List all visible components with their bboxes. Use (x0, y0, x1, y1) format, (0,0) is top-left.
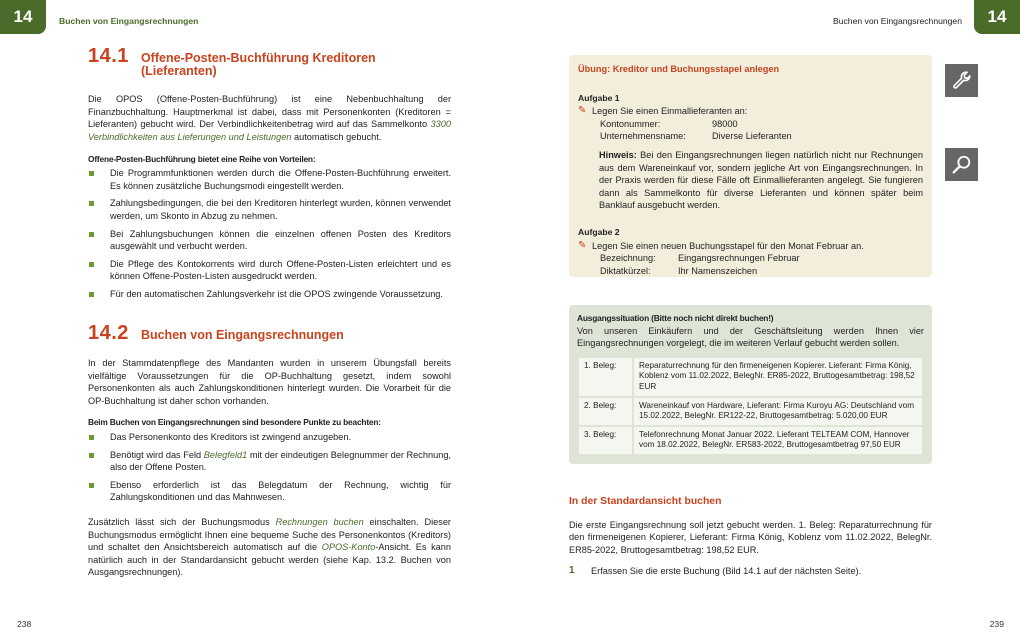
list-item: Die Pflege des Kontokorrents wird durch Offene-Posten-Listen erleichtert und es können Offene-Posten-Listen ausgedruckt werden. (88, 258, 451, 283)
chapter-tab-right: 14 (974, 0, 1020, 34)
section-number: 14.2 (88, 321, 129, 344)
situation-box (569, 305, 932, 464)
situation-title: Ausgangssituation (Bitte noch nicht direkt buchen!) (577, 313, 774, 323)
pencil-icon: ✎ (578, 239, 587, 251)
chapter-tab-left: 14 (0, 0, 46, 34)
right-page-content (569, 55, 932, 578)
table-row: 3. Beleg: Telefonrechnung Monat Januar 2022. Lieferant TELTEAM COM, Hannover vom 18.02.2022, BelegNr. ER583-2022, Bruttogesamtbetrag 97,50 EUR (578, 426, 923, 455)
paragraph-buchungsmodus: Zusätzlich lässt sich der Buchungsmodus Rechnungen buchen einschalten. Dieser Buchungsmodus ermöglicht Ihnen eine bequeme Suche des Personenkontos (Kreditors) und schaltet den Ansichtsbereich automatisch auf die OPOS-Konto-Ansicht. Es kann natürlich auch in der Standardansicht gebucht werden (siehe Kap. 13.2. Buchen von Ausgangsrechnungen). (88, 517, 451, 578)
task-1-field-unternehmen: Unternehmensname: Diverse Lieferanten (600, 131, 792, 142)
standard-view-text: Die erste Eingangsrechnung soll jetzt gebucht werden. 1. Beleg: Reparaturrechnung für den firmeneigenen Kopierer, Lieferant: Firma König, Koblenz vom 11.02.2022, BelegNr. ER85-2022, Bruttogesamtbetrag: 198,52 EUR. (569, 519, 932, 555)
task-2-field-diktat: Diktatkürzel: Ihr Namenszeichen (600, 265, 758, 276)
left-page-content (88, 45, 451, 588)
pencil-icon: ✎ (578, 105, 587, 117)
section-number: 14.1 (88, 45, 129, 67)
square-bullet-icon (89, 453, 94, 458)
step-1 (569, 565, 932, 578)
list-item: Zahlungsbedingungen, die bei den Kreditoren hinterlegt wurden, können verwendet werden, um Skonto in Abzug zu nehmen. (88, 197, 451, 222)
exercise-title: Übung: Kreditor und Buchungsstapel anlegen (578, 64, 780, 74)
running-head-right: Buchen von Eingangsrechnungen (832, 16, 962, 26)
field-link[interactable]: Belegfeld1 (203, 449, 248, 460)
task-2-instruction: ✎ Legen Sie einen neuen Buchungsstapel für den Monat Februar an. (578, 239, 864, 251)
list-item: Die Programmfunktionen werden durch die Offene-Posten-Buchführung erweitert. Es können zusätzliche Buchungsmodi eingestellt werden. (88, 167, 451, 192)
square-bullet-icon (89, 483, 94, 488)
step-number: 1 (569, 565, 575, 577)
section-title: Buchen von Eingangsrechnungen (140, 327, 344, 342)
running-head-left: Buchen von Eingangsrechnungen (59, 16, 199, 26)
list-item: Bei Zahlungsbuchungen können die einzelnen offenen Posten des Kreditors ausgewählt und verbucht werden. (88, 228, 451, 253)
table-row: 1. Beleg: Reparaturrechnung für den firmeneigenen Kopierer. Lieferant: Firma König, Koblenz vom 11.02.2022, BelegNr. ER85-2022, Bruttogesamtbetrag: 198,52 EUR (578, 357, 923, 397)
exercise-box (569, 55, 932, 277)
task-1-instruction: ✎ Legen Sie einen Einmallieferanten an: (578, 105, 748, 117)
task-1-title: Aufgabe 1 (578, 92, 620, 103)
task-2-field-bezeichnung: Bezeichnung: Eingangsrechnungen Februar (600, 253, 800, 264)
section-heading-14-1 (88, 45, 451, 78)
account-link[interactable]: 3300 Verbindlichkeiten aus Lieferungen und Leistungen (88, 119, 451, 142)
square-bullet-icon (89, 435, 94, 440)
table-row: 2. Beleg: Wareneinkauf von Hardware, Lieferant: Firma Kuroyu AG: Deutschland vom 15.02.2022, BelegNr. ER122-22, Bruttogesamtbetrag: 5.020,00 EUR (578, 397, 923, 426)
standard-view-heading: In der Standardansicht buchen (569, 495, 722, 507)
square-bullet-icon (89, 171, 94, 176)
section-title: Offene-Posten-Buchführung Kreditoren (Lieferanten) (140, 51, 376, 78)
square-bullet-icon (89, 232, 94, 237)
list-item: Das Personenkonto des Kreditors ist zwingend anzugeben. (88, 431, 451, 444)
hint-text: Hinweis: Bei den Eingangsrechnungen liegen natürlich nicht nur Rechnungen aus dem Wareneinkauf vor, sondern jegliche Art von Eingangsrechnungen. In der Praxis werden für diese Fälle oft Einmallieferanten angelegt. Sie fungieren dann als Sammelkonto für diverse Lieferanten und können später beim Banklauf ausgebucht werden. (599, 149, 923, 211)
magnifier-icon (945, 148, 978, 181)
subheading-advantages: Offene-Posten-Buchführung bietet eine Reihe von Vorteilen: (88, 153, 316, 164)
advantages-list (88, 167, 451, 300)
page-number-left: 238 (17, 619, 32, 630)
page-number-right: 239 (989, 619, 1004, 630)
wrench-icon (945, 64, 978, 97)
list-item: Benötigt wird das Feld Belegfeld1 mit der eindeutigen Belegnummer der Rechnung, also der Offene Posten. (88, 449, 451, 474)
subheading-special-points: Beim Buchen von Eingangsrechnungen sind besondere Punkte zu beachten: (88, 417, 381, 428)
task-1-field-kontonummer: Kontonummer: 98000 (600, 118, 738, 129)
mode-link[interactable]: Rechnungen buchen (275, 517, 364, 528)
step-text: Erfassen Sie die erste Buchung (Bild 14.1 auf der nächsten Seite). (591, 566, 862, 577)
special-points-list (88, 431, 451, 504)
square-bullet-icon (89, 292, 94, 297)
list-item: Ebenso erforderlich ist das Belegdatum der Rechnung, wichtig für Zahlungskonditionen und das Mahnwesen. (88, 479, 451, 504)
square-bullet-icon (89, 262, 94, 267)
list-item: Für den automatischen Zahlungsverkehr ist die OPOS zwingende Voraussetzung. (88, 288, 451, 301)
paragraph-stammdaten: In der Stammdatenpflege des Mandanten wurden in unserem Übungsfall bereits vielfältige Voraussetzungen für die OP-Buchhaltung gesetzt, indem sowohl Personenkonten als auch Zahlungskonditionen hinterlegt wurden. Die Vorarbeit für die OP-Buchhaltung ist daher schon vorhanden. (88, 358, 451, 406)
paragraph-opos-intro: Die OPOS (Offene-Posten-Buchführung) ist eine Nebenbuchhaltung der Finanzbuchhaltung. Hauptmerkmal ist dabei, dass mit Personenkonten (Kreditoren = Lieferanten) gebucht wird. Der Verbindlichkeitenbetrag wird auf das Sammelkonto 3300 Verbindlichkeiten aus Lieferungen und Leistungen automatisch gebucht. (88, 94, 451, 142)
square-bullet-icon (89, 201, 94, 206)
view-link[interactable]: OPOS-Konto (321, 542, 376, 553)
situation-text: Von unseren Einkäufern und der Geschäftsleitung werden Ihnen vier Eingangsrechnungen vorgelegt, die im weiteren Verlauf gebucht werden sollen. (577, 325, 924, 349)
section-heading-14-2 (88, 321, 451, 344)
belege-table (577, 356, 924, 456)
task-2-title: Aufgabe 2 (578, 226, 620, 237)
